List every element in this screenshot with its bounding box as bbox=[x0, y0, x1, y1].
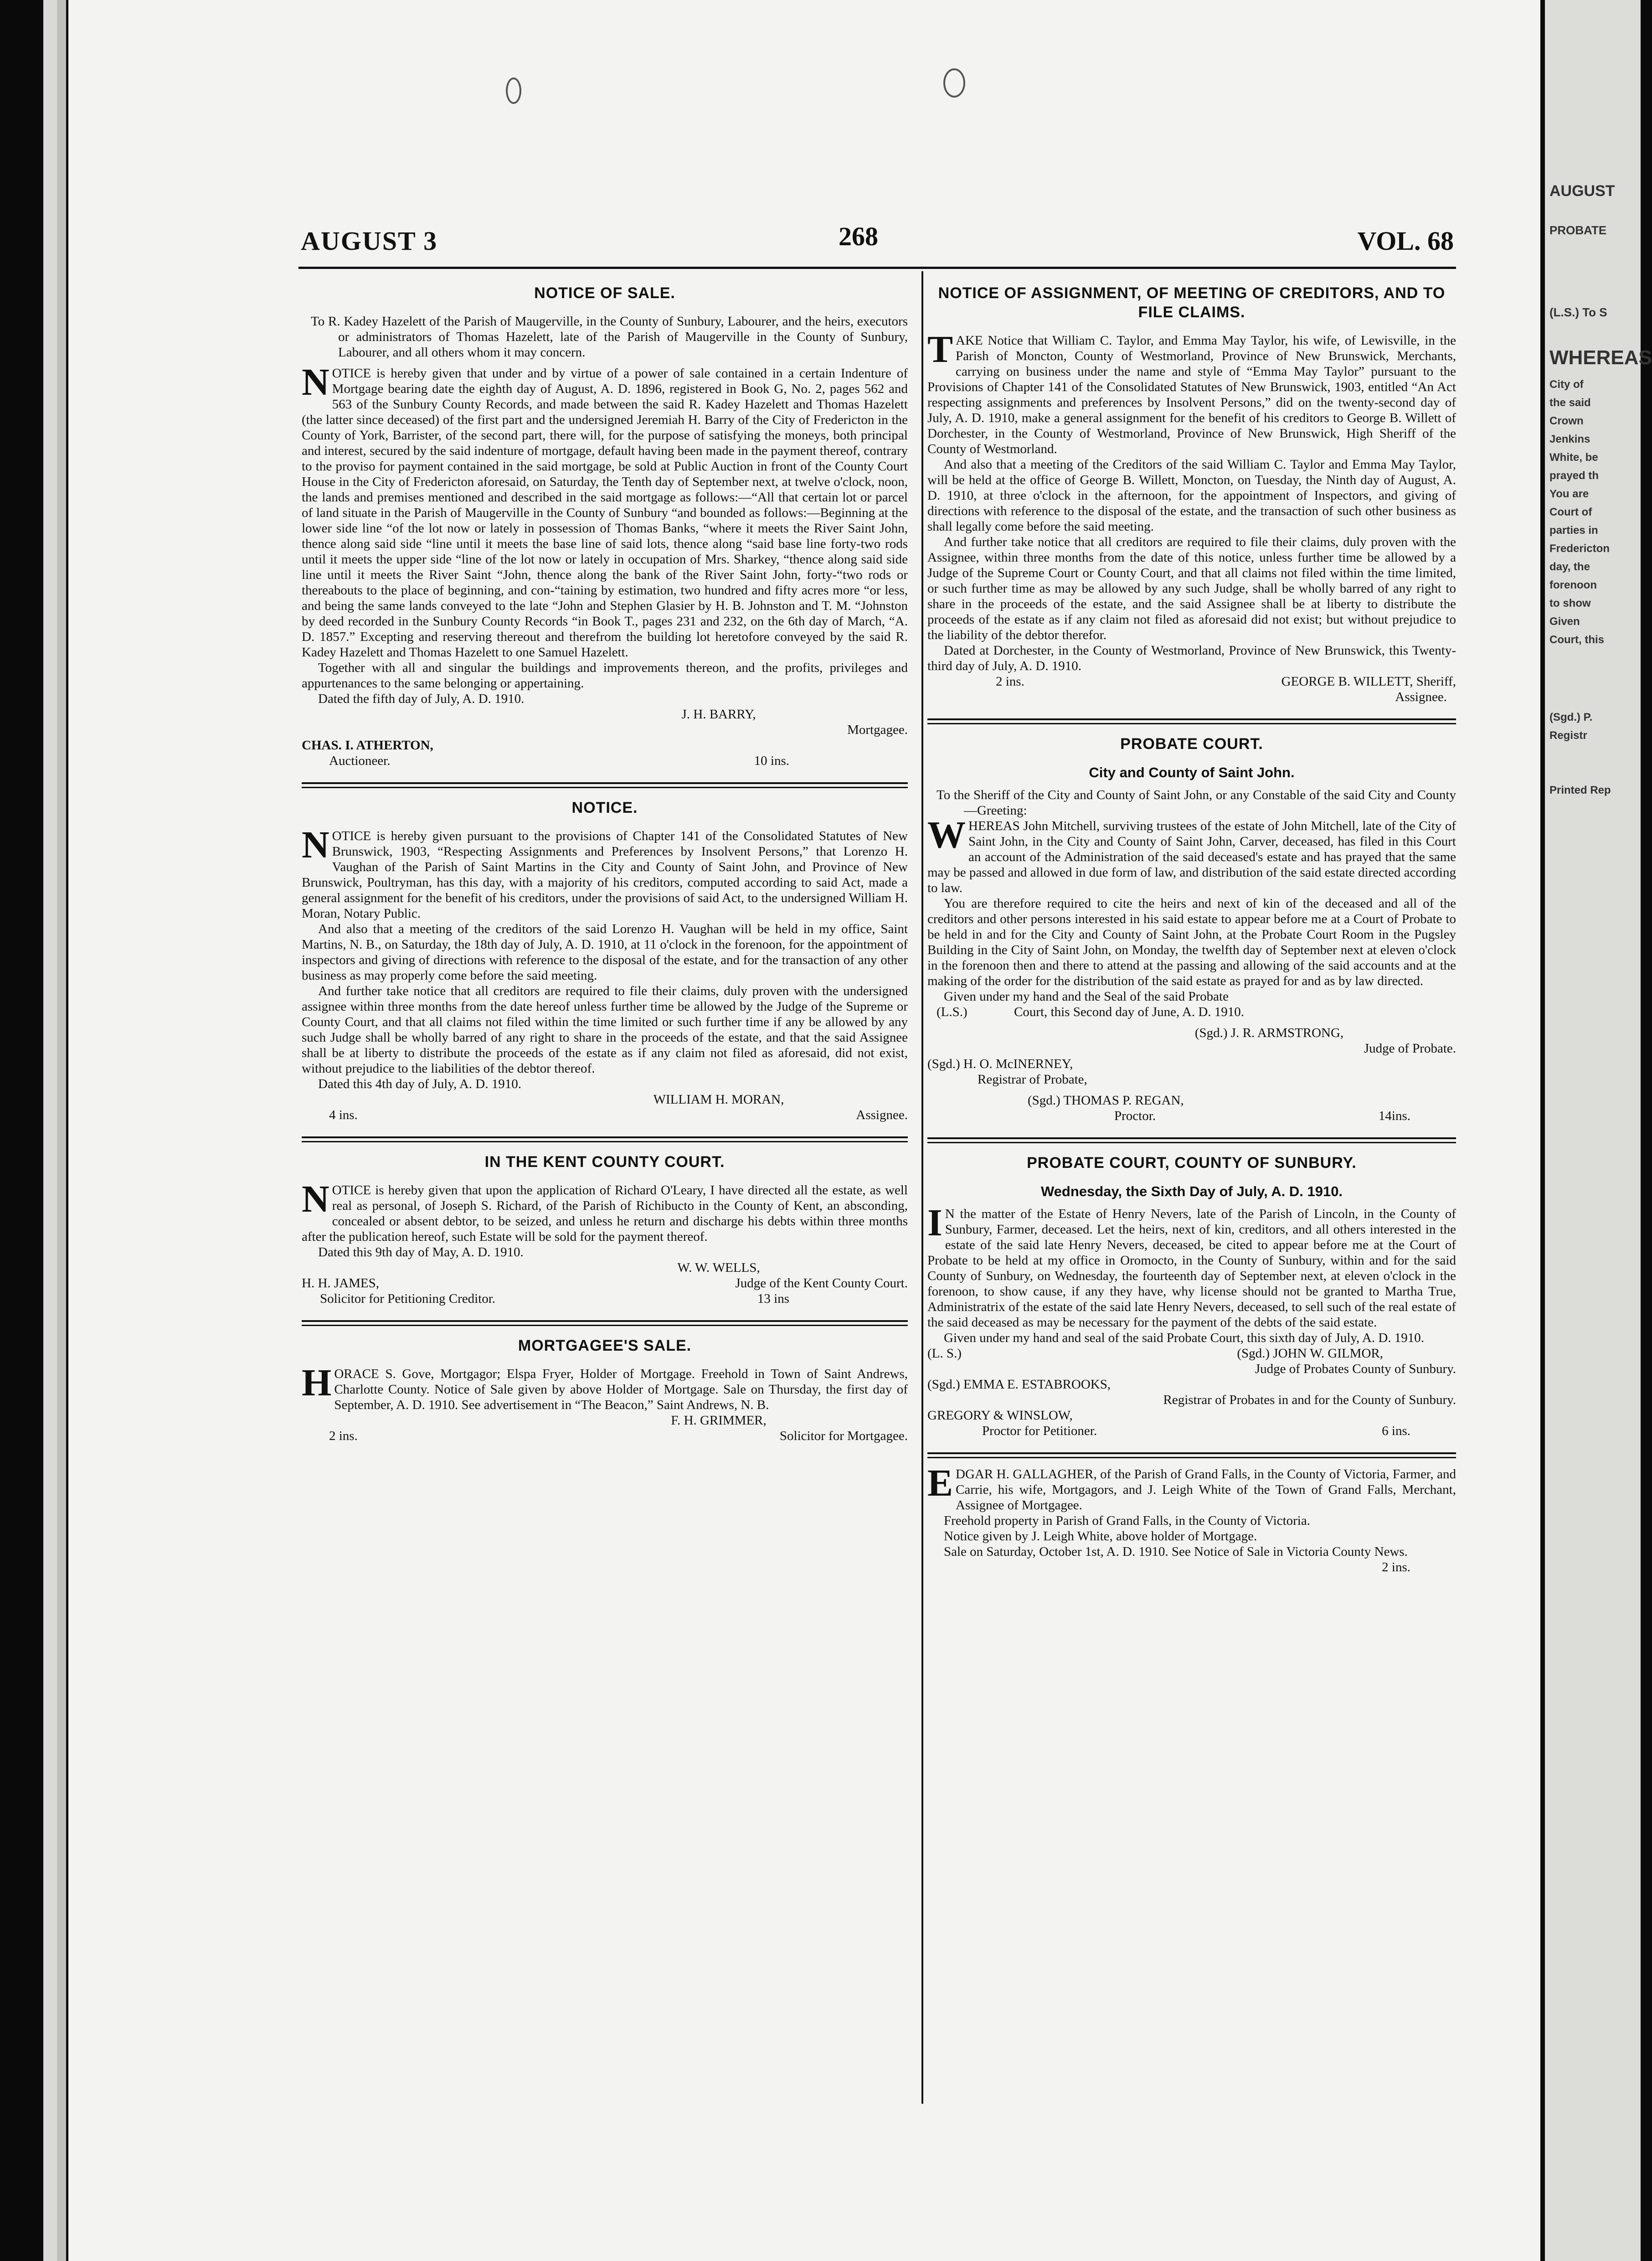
notice-paragraph: Sale on Saturday, October 1st, A. D. 1910. See Notice of Sale in Victoria County News. bbox=[944, 1544, 1408, 1559]
drop-cap: N bbox=[302, 824, 329, 866]
notice-dated: Dated the fifth day of July, A. D. 1910. bbox=[318, 692, 525, 706]
binding-hole-left bbox=[506, 77, 521, 104]
left-column bbox=[302, 274, 908, 1450]
insertion-count: 13 ins bbox=[757, 1291, 789, 1306]
adjacent-page-text: prayed th bbox=[1549, 470, 1599, 482]
notice-paragraph: And also that a meeting of the Creditors of the said William C. Taylor and Emma May Taylor, will be held at the office of George B. Willett, Moncton, on Tuesday, the Ninth day of August, A. D. 1910, at three o'clock in the afternoon, for the appointment of Inspectors, and giving of directions with reference to the disposal of the estate, and the transaction of such other business as shall legally come before the said meeting. bbox=[927, 457, 1456, 534]
column-divider bbox=[921, 271, 923, 2104]
adjacent-page-text: Jenkins bbox=[1549, 433, 1590, 445]
drop-cap: N bbox=[302, 1178, 329, 1220]
drop-cap: W bbox=[927, 814, 966, 856]
insertion-count: 10 ins. bbox=[754, 754, 789, 768]
binding-hole-right bbox=[943, 68, 965, 98]
signer-role: Mortgagee. bbox=[847, 723, 908, 737]
judge-name: (Sgd.) J. R. ARMSTRONG, bbox=[1194, 1026, 1344, 1040]
section-title: PROBATE COURT. bbox=[1120, 735, 1263, 753]
assignment-notice bbox=[927, 284, 1456, 705]
page-edge-shadow bbox=[57, 0, 66, 2261]
header-rule bbox=[298, 267, 1456, 269]
registrar-role: Registrar of Probates in and for the County of Sunbury. bbox=[1163, 1393, 1456, 1407]
insertion-count: 4 ins. bbox=[329, 1108, 358, 1122]
adjacent-page-text: day, the bbox=[1549, 561, 1590, 573]
registrar-role: Registrar of Probate, bbox=[978, 1072, 1087, 1087]
judge-role: Judge of Probate. bbox=[1364, 1041, 1456, 1056]
judge-role: Judge of the Kent County Court. bbox=[735, 1276, 908, 1291]
adjacent-page-text: You are bbox=[1549, 488, 1589, 500]
probate-court-saint-john bbox=[927, 734, 1456, 1124]
probate-court-sunbury bbox=[927, 1153, 1456, 1439]
adjacent-page-text: to show bbox=[1549, 597, 1591, 609]
signer-name: J. H. BARRY, bbox=[681, 707, 756, 722]
header-date: AUGUST 3 bbox=[301, 226, 438, 256]
header-page-number: 268 bbox=[839, 222, 878, 251]
adjacent-page-text: Registr bbox=[1549, 729, 1587, 742]
adjacent-page-text: (L.S.) To S bbox=[1549, 305, 1607, 319]
adjacent-page-text: Fredericton bbox=[1549, 542, 1610, 555]
notice-paragraph: Notice given by J. Leigh White, above holder of Mortgage. bbox=[944, 1529, 1257, 1543]
notice-body: HEREAS John Mitchell, surviving trustees of the estate of John Mitchell, late of the City of Saint John, in the City and County of Saint John, Carver, deceased, has filed in this Court an account of the Administration of the said deceased's estate and has prayed that the same may be passed and allowed in due form of law, and distribution of the said estate directed according to law. bbox=[927, 819, 1456, 895]
kent-county-court-notice bbox=[302, 1152, 908, 1306]
header-volume: VOL. 68 bbox=[1357, 226, 1454, 256]
adjacent-page-text: City of bbox=[1549, 378, 1584, 391]
notice-body: OTICE is hereby given pursuant to the provisions of Chapter 141 of the Consolidated Statutes of New Brunswick, 1903, “Respecting Assignments and Preferences by Insolvent Persons,” that Lorenzo H. Vaughan of the Parish of Saint Martins in the City and County of Saint John, and Province of New Brunswick, Poultryman, has this day, with a majority of his creditors, computed according to said Act, made a general assignment for the benefit of his creditors, under the provisions of said Act, to the undersigned William H. Moran, Notary Public. bbox=[302, 829, 908, 921]
solicitor-role: Solicitor for Petitioning Creditor. bbox=[320, 1291, 496, 1306]
section-title: NOTICE OF SALE. bbox=[534, 284, 675, 302]
seal-mark: (L.S.) bbox=[937, 1005, 968, 1019]
notice-body: ORACE S. Gove, Mortgagor; Elspa Fryer, Holder of Mortgage. Freehold in Town of Saint Andrews, Charlotte County. Notice of Sale given by above Holder of Mortgage. Sale on Thursday, the first day of September, A. D. 1910. See advertisement in “The Beacon,” Saint Andrews, N. B. bbox=[334, 1367, 908, 1412]
proctor-role: Proctor. bbox=[1114, 1109, 1156, 1123]
notice-paragraph: Given under my hand and the Seal of the said Probate bbox=[944, 989, 1229, 1004]
drop-cap: I bbox=[927, 1202, 942, 1244]
signer-role: Solicitor for Mortgagee. bbox=[779, 1429, 908, 1443]
signer-name: GEORGE B. WILLETT, Sheriff, bbox=[1281, 674, 1456, 689]
registrar-name: (Sgd.) H. O. McINERNEY, bbox=[927, 1057, 1073, 1071]
judge-name: W. W. WELLS, bbox=[677, 1260, 760, 1275]
insertion-count: 2 ins. bbox=[329, 1429, 358, 1443]
insertion-count: 2 ins. bbox=[1382, 1560, 1410, 1574]
section-divider bbox=[302, 1320, 908, 1326]
notice-body: AKE Notice that William C. Taylor, and Emma May Taylor, his wife, of Lewisville, in the Parish of Moncton, County of Westmorland, Province of New Brunswick, Merchants, carrying on business under the name and style of “Emma May Taylor” pursuant to the Provisions of Chapter 141 of the Consolidated Statutes of New Brunswick, 1903, entitled “An Act respecting assignments and preferences by Insolvent Persons,” did on the twenty-second day of July, A. D. 1910, make a general assignment for the benefit of his creditors to George B. Willett of Dorchester, in the County of Westmorland, Province of New Brunswick, High Sheriff of the County of Westmorland. bbox=[927, 333, 1456, 456]
notice-paragraph: Together with all and singular the buildings and improvements thereon, and the profits, privileges and appurtenances to the same belonging or appertaining. bbox=[302, 661, 908, 691]
page-header bbox=[301, 219, 1454, 260]
signer-role: Assignee. bbox=[856, 1108, 908, 1122]
section-divider bbox=[302, 1136, 908, 1142]
notice-paragraph: And further take notice that all creditors are required to file their claims, duly proven with the Assignee, within three months from the date of this notice, unless further time be allowed by a Judge of the Supreme Court or County Court, and that all claims not filed within the time limited, or such further time as may be allowed by any such Judge, shall be wholly barred of any right to share in the proceeds of the estate, and the said Assignee shall be at liberty to distribute the proceeds of the estate as if any claim not filed as aforesaid did not exist; but without prejudice to the liability of the debtor therefor. bbox=[927, 535, 1456, 642]
judge-name: (Sgd.) JOHN W. GILMOR, bbox=[1237, 1346, 1383, 1361]
gallagher-mortgage-notice bbox=[927, 1462, 1456, 1575]
adjacent-page-text: forenoon bbox=[1549, 579, 1597, 591]
drop-cap: T bbox=[927, 328, 953, 371]
adjacent-page-text: the said bbox=[1549, 397, 1591, 409]
insolvency-notice bbox=[302, 798, 908, 1123]
notice-paragraph: And also that a meeting of the creditors of the said Lorenzo H. Vaughan will be held in my office, Saint Martins, N. B., on Saturday, the 18th day of July, A. D. 1910, at 11 o'clock in the forenoon, for the appointment of inspectors and giving of directions with reference to the disposal of the estate, and for the transaction of any other business as may properly come before the said meeting. bbox=[302, 922, 908, 983]
adjacent-page-text: WHEREAS bbox=[1549, 346, 1652, 369]
section-title: MORTGAGEE'S SALE. bbox=[518, 1337, 692, 1354]
adjacent-page-text: Court of bbox=[1549, 506, 1592, 518]
adjacent-page-text: Given bbox=[1549, 615, 1580, 628]
notice-address: To R. Kadey Hazelett of the Parish of Maugerville, in the County of Sunbury, Labourer, and the heirs, executors or administrators of Thomas Hazelett, late of the Parish of Maugerville in the County of Sunbury, Labourer, and all others whom it may concern. bbox=[311, 314, 908, 360]
adjacent-page-edge bbox=[1545, 0, 1652, 2261]
right-column bbox=[927, 274, 1456, 1581]
registrar-name: (Sgd.) EMMA E. ESTABROOKS, bbox=[927, 1377, 1111, 1392]
signer-name: WILLIAM H. MORAN, bbox=[653, 1092, 784, 1107]
adjacent-page-text: Court, this bbox=[1549, 634, 1604, 646]
notice-address: To the Sheriff of the City and County of Saint John, or any Constable of the said City and County—Greeting: bbox=[937, 788, 1456, 818]
notice-dated: Dated at Dorchester, in the County of Westmorland, Province of New Brunswick, this Twenty-third day of July, A. D. 1910. bbox=[927, 643, 1456, 673]
notice-body: N the matter of the Estate of Henry Nevers, late of the Parish of Lincoln, in the County of Sunbury, Farmer, deceased. Let the heirs, next of kin, creditors, and all others interested in the estate of the said late Henry Nevers, deceased, be cited to appear before me at the Court of Probate to be held at my office in Oromocto, in the County of Sunbury, within and for the said County of Sunbury, on Wednesday, the fourteenth day of September next, at eleven o'clock in the forenoon, to show cause, if any they have, why license should not be granted to Martha True, Administratrix of the estate of the said late Henry Nevers, deceased, to sell such of the real estate of the said deceased as may be necessary for the payment of the debts of the said estate. bbox=[927, 1207, 1456, 1330]
adjacent-page-text: PROBATE bbox=[1549, 223, 1607, 237]
notice-body: DGAR H. GALLAGHER, of the Parish of Grand Falls, in the County of Victoria, Farmer, and Carrie, his wife, Mortgagors, and J. Leigh White of the Town of Grand Falls, Merchant, Assignee of Mortgagee. bbox=[956, 1467, 1456, 1512]
proctor-name: GREGORY & WINSLOW, bbox=[927, 1408, 1073, 1423]
notice-paragraph: Freehold property in Parish of Grand Falls, in the County of Victoria. bbox=[944, 1513, 1310, 1528]
judge-role: Judge of Probates County of Sunbury. bbox=[1255, 1362, 1456, 1376]
notice-dated: Dated this 4th day of July, A. D. 1910. bbox=[318, 1077, 521, 1091]
section-title: IN THE KENT COUNTY COURT. bbox=[484, 1153, 725, 1171]
adjacent-page-text: (Sgd.) P. bbox=[1549, 711, 1593, 723]
notice-paragraph: You are therefore required to cite the heirs and next of kin of the deceased and all of the creditors and other persons interested in his said estate to appear before me at a Court of Probate to be held in and for the City and County of Saint John, at the Probate Court Room in the Pugsley Building in the City of Saint John, on Monday, the twelfth day of September next at eleven o'clock in the forenoon then and there to attend at the passing and allowing of the said accounts and at the making of the order for the distribution of the said estate as prayed for and as by law directed. bbox=[927, 896, 1456, 988]
notice-paragraph: Given under my hand and seal of the said Probate Court, this sixth day of July, A. D. 1910. bbox=[944, 1331, 1425, 1345]
adjacent-page-text: White, be bbox=[1549, 451, 1598, 464]
section-subtitle: City and County of Saint John. bbox=[1089, 764, 1295, 780]
notice-paragraph: And further take notice that all creditors are required to file their claims, duly proven with the undersigned assignee within three months from the date hereof unless further time be allowed by the Judge of the Supreme or County Court, and that all claims not filed within the time limited or such further time if any be allowed by any such Judge shall be wholly barred of any right to share in the proceeds of the estate, and that the said Assignee shall be at liberty to distribute the proceeds of the estate as if any claim not filed as aforesaid, did not exist, without prejudice to the liabilities of the debtor thereof. bbox=[302, 984, 908, 1076]
notice-of-sale bbox=[302, 284, 908, 769]
section-divider bbox=[302, 782, 908, 788]
section-title: NOTICE OF ASSIGNMENT, OF MEETING OF CREDITORS, AND TO FILE CLAIMS. bbox=[938, 284, 1446, 321]
signer-name: F. H. GRIMMER, bbox=[671, 1413, 767, 1428]
section-divider bbox=[927, 1452, 1456, 1458]
notice-body: OTICE is hereby given that upon the application of Richard O'Leary, I have directed all the estate, as well real as personal, of Joseph S. Richard, of the Parish of Richibucto in the County of Kent, an absconding, concealed or absent debtor, to be seized, and unless he return and discharge his debts within three months after the publication hereof, such Estate will be sold for the payment thereof. bbox=[302, 1183, 908, 1244]
adjacent-page-text: Crown bbox=[1549, 415, 1584, 427]
drop-cap: H bbox=[302, 1362, 332, 1404]
insertion-count: 6 ins. bbox=[1382, 1424, 1410, 1438]
section-title: PROBATE COURT, COUNTY OF SUNBURY. bbox=[1027, 1154, 1357, 1172]
section-divider bbox=[927, 1137, 1456, 1143]
section-title: NOTICE. bbox=[571, 799, 638, 816]
adjacent-page-text: parties in bbox=[1549, 524, 1598, 537]
drop-cap: N bbox=[302, 361, 329, 403]
proctor-role: Proctor for Petitioner. bbox=[982, 1424, 1097, 1438]
auctioneer-role: Auctioneer. bbox=[329, 754, 391, 768]
insertion-count: 14ins. bbox=[1378, 1109, 1410, 1123]
section-subtitle: Wednesday, the Sixth Day of July, A. D. 1910. bbox=[1040, 1183, 1343, 1199]
drop-cap: E bbox=[927, 1462, 953, 1504]
proctor-name: (Sgd.) THOMAS P. REGAN, bbox=[1028, 1093, 1184, 1108]
insertion-count: 2 ins. bbox=[996, 674, 1024, 689]
auctioneer-name: CHAS. I. ATHERTON, bbox=[302, 738, 433, 753]
solicitor-name: H. H. JAMES, bbox=[302, 1276, 379, 1291]
notice-paragraph: Court, this Second day of June, A. D. 1910. bbox=[1014, 1005, 1245, 1019]
seal-mark: (L. S.) bbox=[927, 1346, 962, 1361]
notice-dated: Dated this 9th day of May, A. D. 1910. bbox=[318, 1245, 524, 1260]
adjacent-page-text: Printed Rep bbox=[1549, 784, 1611, 796]
mortgagees-sale bbox=[302, 1336, 908, 1444]
signer-role: Assignee. bbox=[1395, 690, 1447, 704]
adjacent-page-text: AUGUST bbox=[1549, 182, 1615, 200]
notice-body: OTICE is hereby given that under and by virtue of a power of sale contained in a certain Indenture of Mortgage bearing date the eighth day of August, A. D. 1896, registered in Book G, No. 2, pages 562 and 563 of the Sunbury County Records, and made between the said R. Kadey Hazelett and Thomas Hazelett (the latter since deceased) of the first part and the undersigned Jeremiah H. Barry of the City of Fredericton in the County of York, Barrister, of the second part, there will, for the purpose of satisfying the moneys, both principal and interest, secured by the said indenture of mortgage, default having been made in the payment thereof, contrary to the proviso for payment contained in the said mortgage, be sold at Public Auction in front of the County Court House in the City of Fredericton aforesaid, on Saturday, the Tenth day of September next, at twelve o'clock, noon, the lands and premises mentioned and described in the said mortgage as follows:—“All that certain lot or parcel of land situate in the Parish of Maugerville in the County of Sunbury “and bounded as follows:—Beginning at the lower side line “of the lot now or lately in possession of Thomas Banks, “where it meets the River Saint John, thence along said side “line until it meets the base line of said lots, thence along “said base line forty-two rods until it meets the upper side “line of the lot now or lately in occupation of Mrs. Sharkey, “thence along said side line until it meets the River Saint “John, thence along the bank of the River Saint John, forty-“two rods or thereabouts to the place of beginning, and con-“taining by estimation, two hundred and fifty acres more “or less, and being the same lands conveyed to the late “John and Stephen Glasier by H. B. Johnston and T. M. “Johnston by deed recorded in the Sunbury County Records “in Book T., pages 231 and 232, on the 6th day of March, “A. D. 1857.” Excepting and reserving thereout and therefrom the building lot heretofore conveyed by the said R. Kadey Hazelett and Thomas Hazelett to one Samuel Hazelett. bbox=[302, 366, 908, 660]
section-divider bbox=[927, 718, 1456, 724]
